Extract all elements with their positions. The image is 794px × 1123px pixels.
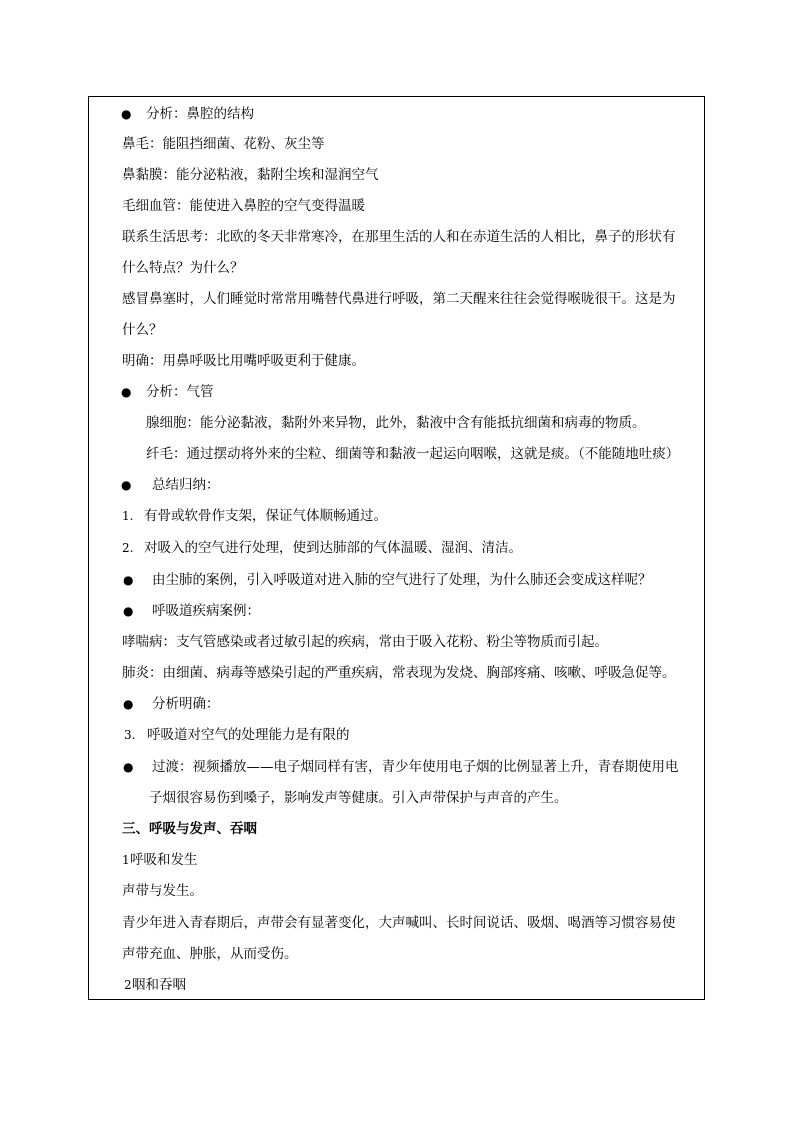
- line-text: 咽和吞咽: [132, 977, 186, 993]
- line-text: 鼻毛：能阻挡细菌、花粉、灰尘等: [122, 136, 325, 152]
- line-text: 什么特点？为什么？: [122, 260, 244, 276]
- line-text: 有骨或软骨作支架，保证气体顺畅通过。: [144, 508, 387, 524]
- line-text: 毛细血管：能使进入鼻腔的空气变得温暖: [122, 198, 365, 214]
- list-number: 2.: [122, 541, 134, 555]
- line-text: 纤毛：通过摆动将外来的尘粒、细菌等和黏液一起运向咽喉，这就是痰。（不能随地吐痰）: [146, 446, 680, 462]
- bullet-icon: ●: [123, 697, 134, 711]
- line-text: 声带与发生。: [122, 883, 203, 899]
- line-text: 子烟很容易伤到嗓子，影响发声等健康。引入声带保护与声音的产生。: [149, 790, 568, 806]
- line-text: 呼吸和发生: [130, 852, 198, 868]
- line-text: 三、呼吸与发声、吞咽: [122, 821, 257, 837]
- line-text: 鼻黏膜：能分泌粘液，黏附尘埃和湿润空气: [122, 167, 379, 183]
- bullet-icon: ●: [121, 385, 132, 399]
- list-number: 3.: [124, 728, 136, 742]
- bullet-icon: ●: [123, 604, 134, 618]
- line-text: 感冒鼻塞时，人们睡觉时常常用嘴替代鼻进行呼吸，第二天醒来往往会觉得喉咙很干。这是为: [122, 291, 676, 307]
- line-text: 什么？: [122, 322, 163, 338]
- content-table-cell: [88, 96, 705, 1000]
- bullet-icon: ●: [123, 760, 134, 774]
- line-text: 联系生活思考：北欧的冬天非常寒冷，在那里生活的人和在赤道生活的人相比，鼻子的形状有: [122, 229, 676, 245]
- line-text: 分析：气管: [146, 384, 214, 400]
- bullet-icon: ●: [123, 573, 134, 587]
- list-number: 2: [124, 978, 132, 992]
- list-number: 1: [122, 853, 130, 867]
- bullet-icon: ●: [121, 107, 132, 121]
- line-text: 总结归纳：: [152, 477, 220, 493]
- bullet-icon: ●: [121, 478, 132, 492]
- line-text: 分析明确：: [152, 696, 220, 712]
- line-text: 过渡：视频播放——电子烟同样有害，青少年使用电子烟的比例显著上升，青春期使用电: [152, 759, 679, 775]
- line-text: 呼吸道疾病案例：: [152, 603, 260, 619]
- line-text: 明确：用鼻呼吸比用嘴呼吸更利于健康。: [122, 353, 365, 369]
- list-number: 1.: [122, 509, 134, 523]
- line-text: 腺细胞：能分泌黏液，黏附外来异物，此外，黏液中含有能抵抗细菌和病毒的物质。: [146, 415, 646, 431]
- line-text: 哮喘病：支气管感染或者过敏引起的疾病，常由于吸入花粉、粉尘等物质而引起。: [122, 634, 608, 650]
- line-text: 肺炎：由细菌、病毒等感染引起的严重疾病，常表现为发烧、胸部疼痛、咳嗽、呼吸急促等。: [122, 665, 676, 681]
- line-text: 分析：鼻腔的结构: [146, 106, 254, 122]
- line-text: 呼吸道对空气的处理能力是有限的: [147, 727, 350, 743]
- line-text: 声带充血、肿胀，从而受伤。: [122, 946, 298, 962]
- line-text: 对吸入的空气进行处理，使到达肺部的气体温暖、湿润、清洁。: [144, 540, 522, 556]
- line-text: 青少年进入青春期后，声带会有显著变化，大声喊叫、长时间说话、吸烟、喝酒等习惯容易使: [122, 915, 676, 931]
- line-text: 由尘肺的案例，引入呼吸道对进入肺的空气进行了处理，为什么肺还会变成这样呢？: [152, 572, 652, 588]
